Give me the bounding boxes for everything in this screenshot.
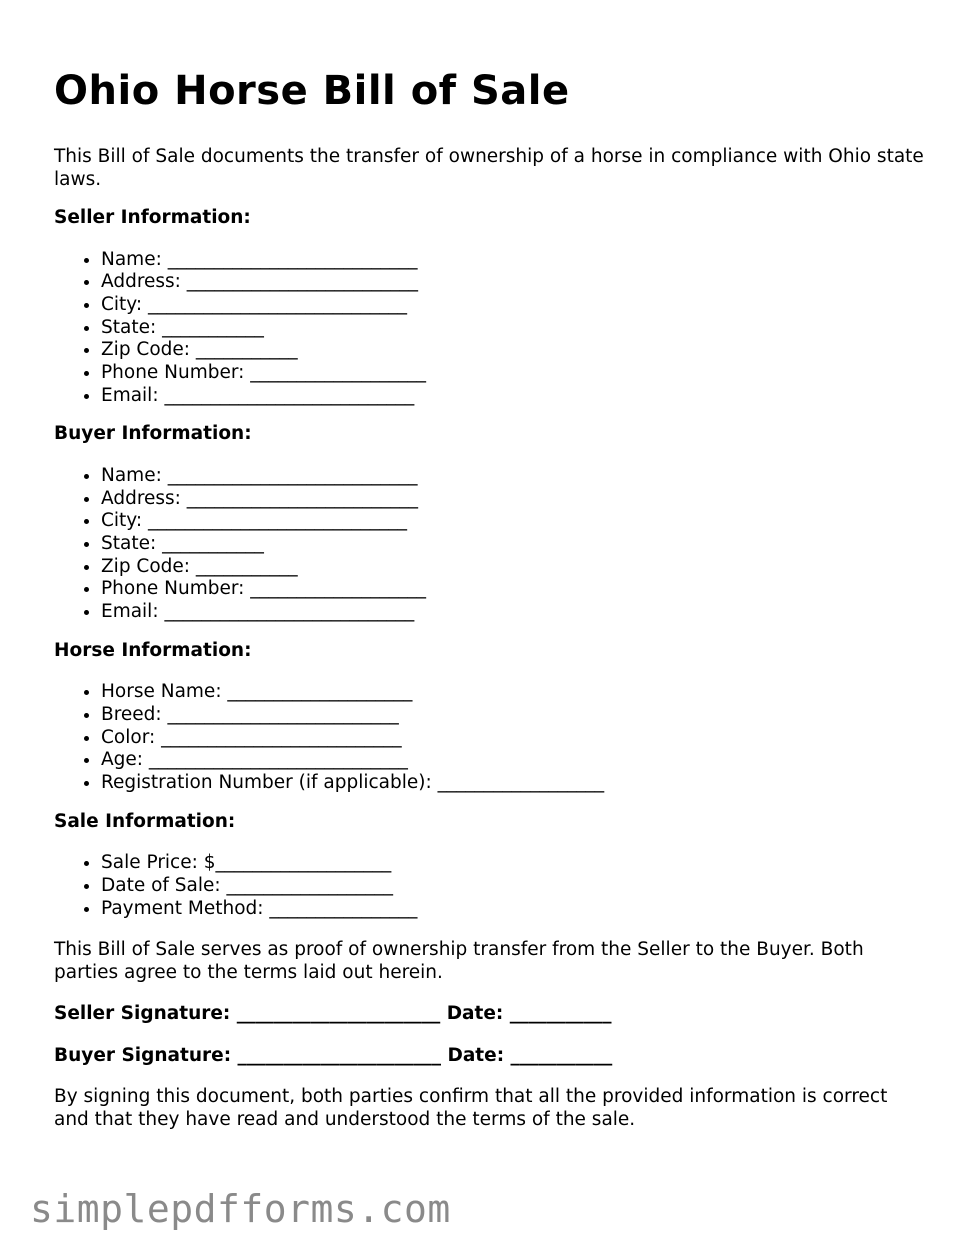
proof-statement: This Bill of Sale serves as proof of ownership transfer from the Seller to the Buyer. Both parties agree to the terms laid out herein. (54, 939, 864, 983)
buyer-city-field: • City: ____________________________ (101, 510, 924, 533)
watermark: simplepdfforms.com (30, 1187, 451, 1231)
buyer-field-list (54, 465, 924, 624)
seller-name-field: • Name: ___________________________ (101, 249, 924, 272)
buyer-state-field: • State: ___________ (101, 533, 924, 556)
payment-method-field: • Payment Method: ________________ (101, 898, 924, 921)
horse-color-field: • Color: __________________________ (101, 727, 924, 750)
seller-phone-field: • Phone Number: ___________________ (101, 362, 924, 385)
sale-field-list (54, 852, 924, 920)
horse-field-list (54, 681, 924, 795)
seller-field-list (54, 249, 924, 408)
closing-statement: By signing this document, both parties confirm that all the provided information is correct and that they have read and understood the terms of the sale. (54, 1086, 888, 1130)
buyer-zip-field: • Zip Code: ___________ (101, 556, 924, 579)
horse-age-field: • Age: ____________________________ (101, 749, 924, 772)
seller-state-field: • State: ___________ (101, 317, 924, 340)
buyer-phone-field: • Phone Number: ___________________ (101, 578, 924, 601)
bill-of-sale-document (54, 64, 924, 1131)
buyer-email-field: • Email: ___________________________ (101, 601, 924, 624)
sale-price-field: • Sale Price: $___________________ (101, 852, 924, 875)
horse-registration-field: • Registration Number (if applicable): __________________ (101, 772, 924, 795)
seller-email-field: • Email: ___________________________ (101, 385, 924, 408)
buyer-address-field: • Address: _________________________ (101, 488, 924, 511)
intro-paragraph: This Bill of Sale documents the transfer of ownership of a horse in compliance with Ohio state laws. (54, 146, 924, 190)
buyer-section-heading: Buyer Information: (54, 423, 252, 445)
horse-breed-field: • Breed: _________________________ (101, 704, 924, 727)
sale-date-field: • Date of Sale: __________________ (101, 875, 924, 898)
buyer-signature-line: Buyer Signature: ______________________ Date: ___________ (54, 1044, 613, 1066)
seller-zip-field: • Zip Code: ___________ (101, 339, 924, 362)
horse-name-field: • Horse Name: ____________________ (101, 681, 924, 704)
seller-address-field: • Address: _________________________ (101, 271, 924, 294)
seller-city-field: • City: ____________________________ (101, 294, 924, 317)
sale-section-heading: Sale Information: (54, 810, 236, 832)
horse-section-heading: Horse Information: (54, 639, 252, 661)
page-title: Ohio Horse Bill of Sale (54, 68, 570, 114)
seller-section-heading: Seller Information: (54, 207, 251, 228)
seller-signature-line: Seller Signature: ______________________ Date: ___________ (54, 1003, 612, 1025)
buyer-name-field: • Name: ___________________________ (101, 465, 924, 488)
